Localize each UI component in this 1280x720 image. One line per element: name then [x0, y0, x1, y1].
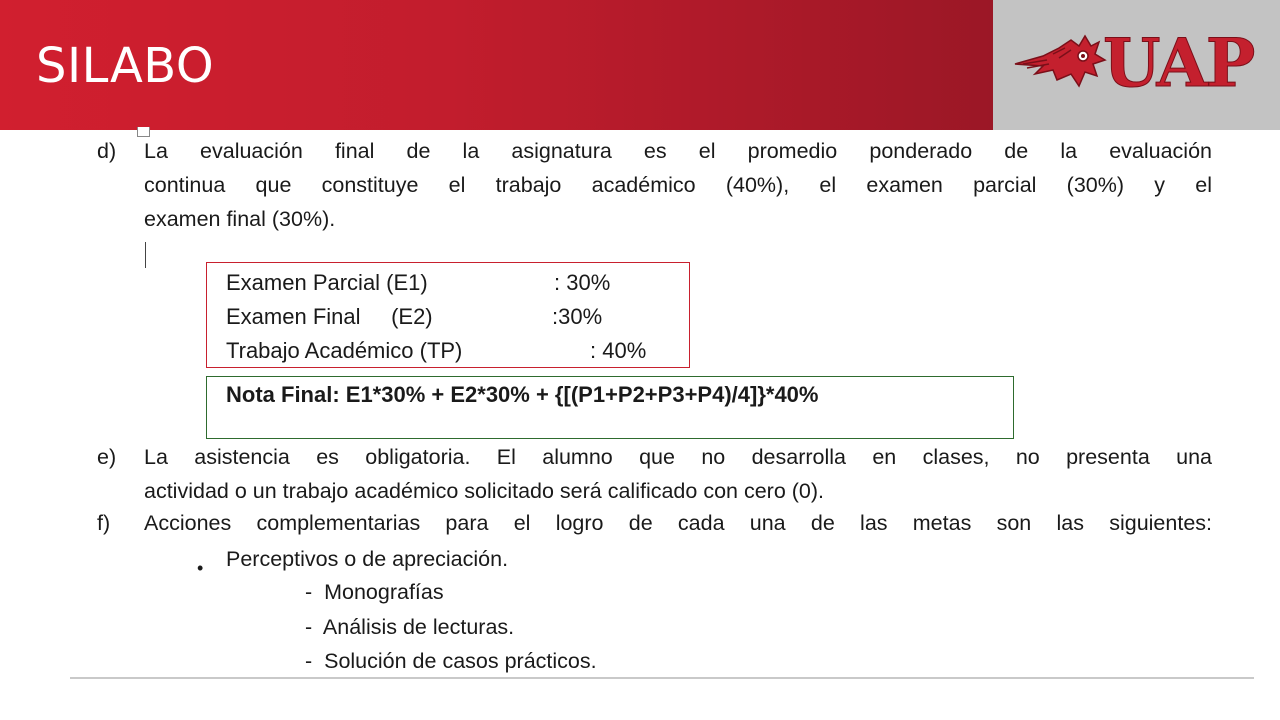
- item-e-marker: e): [97, 445, 117, 469]
- weight-row-label: Examen Final (E2): [226, 304, 433, 329]
- item-d-line-3: examen final (30%).: [144, 207, 336, 231]
- weight-row-label: Examen Parcial (E1): [226, 270, 428, 295]
- final-grade-formula: Nota Final: E1*30% + E2*30% + {[(P1+P2+P3+P4)/4]}*40%: [226, 382, 819, 407]
- weight-row-value: :30%: [552, 304, 603, 329]
- uap-logo: UAP: [1103, 24, 1254, 102]
- sub-list-item: - Solución de casos prácticos.: [305, 649, 597, 673]
- sub-list-item: - Monografías: [305, 580, 444, 604]
- sub-list-item: - Análisis de lecturas.: [305, 615, 515, 639]
- bullet-icon: •: [197, 558, 204, 578]
- weight-row-label: Trabajo Académico (TP): [226, 338, 463, 363]
- footer-divider: [70, 677, 1254, 679]
- text-cursor: [145, 242, 146, 268]
- item-e-line-1: La asistencia es obligatoria. El alumno que no desarrolla en clases, no presenta una: [144, 445, 1212, 469]
- item-d-line-1: La evaluación final de la asignatura es el promedio ponderado de la evaluación: [144, 139, 1212, 163]
- weight-row-value: : 30%: [554, 270, 611, 295]
- page-title: SILABO: [36, 38, 215, 94]
- item-f-text: Acciones complementarias para el logro de cada una de las metas son las siguientes:: [144, 511, 1212, 535]
- item-f-marker: f): [97, 511, 111, 535]
- weight-row-value: : 40%: [590, 338, 647, 363]
- item-d-marker: d): [97, 139, 117, 163]
- item-e-line-2: actividad o un trabajo académico solicitado será calificado con cero (0).: [144, 479, 825, 503]
- bullet-item-text: Perceptivos o de apreciación.: [226, 547, 509, 571]
- item-d-line-2: continua que constituye el trabajo académico (40%), el examen parcial (30%) y el: [144, 173, 1212, 197]
